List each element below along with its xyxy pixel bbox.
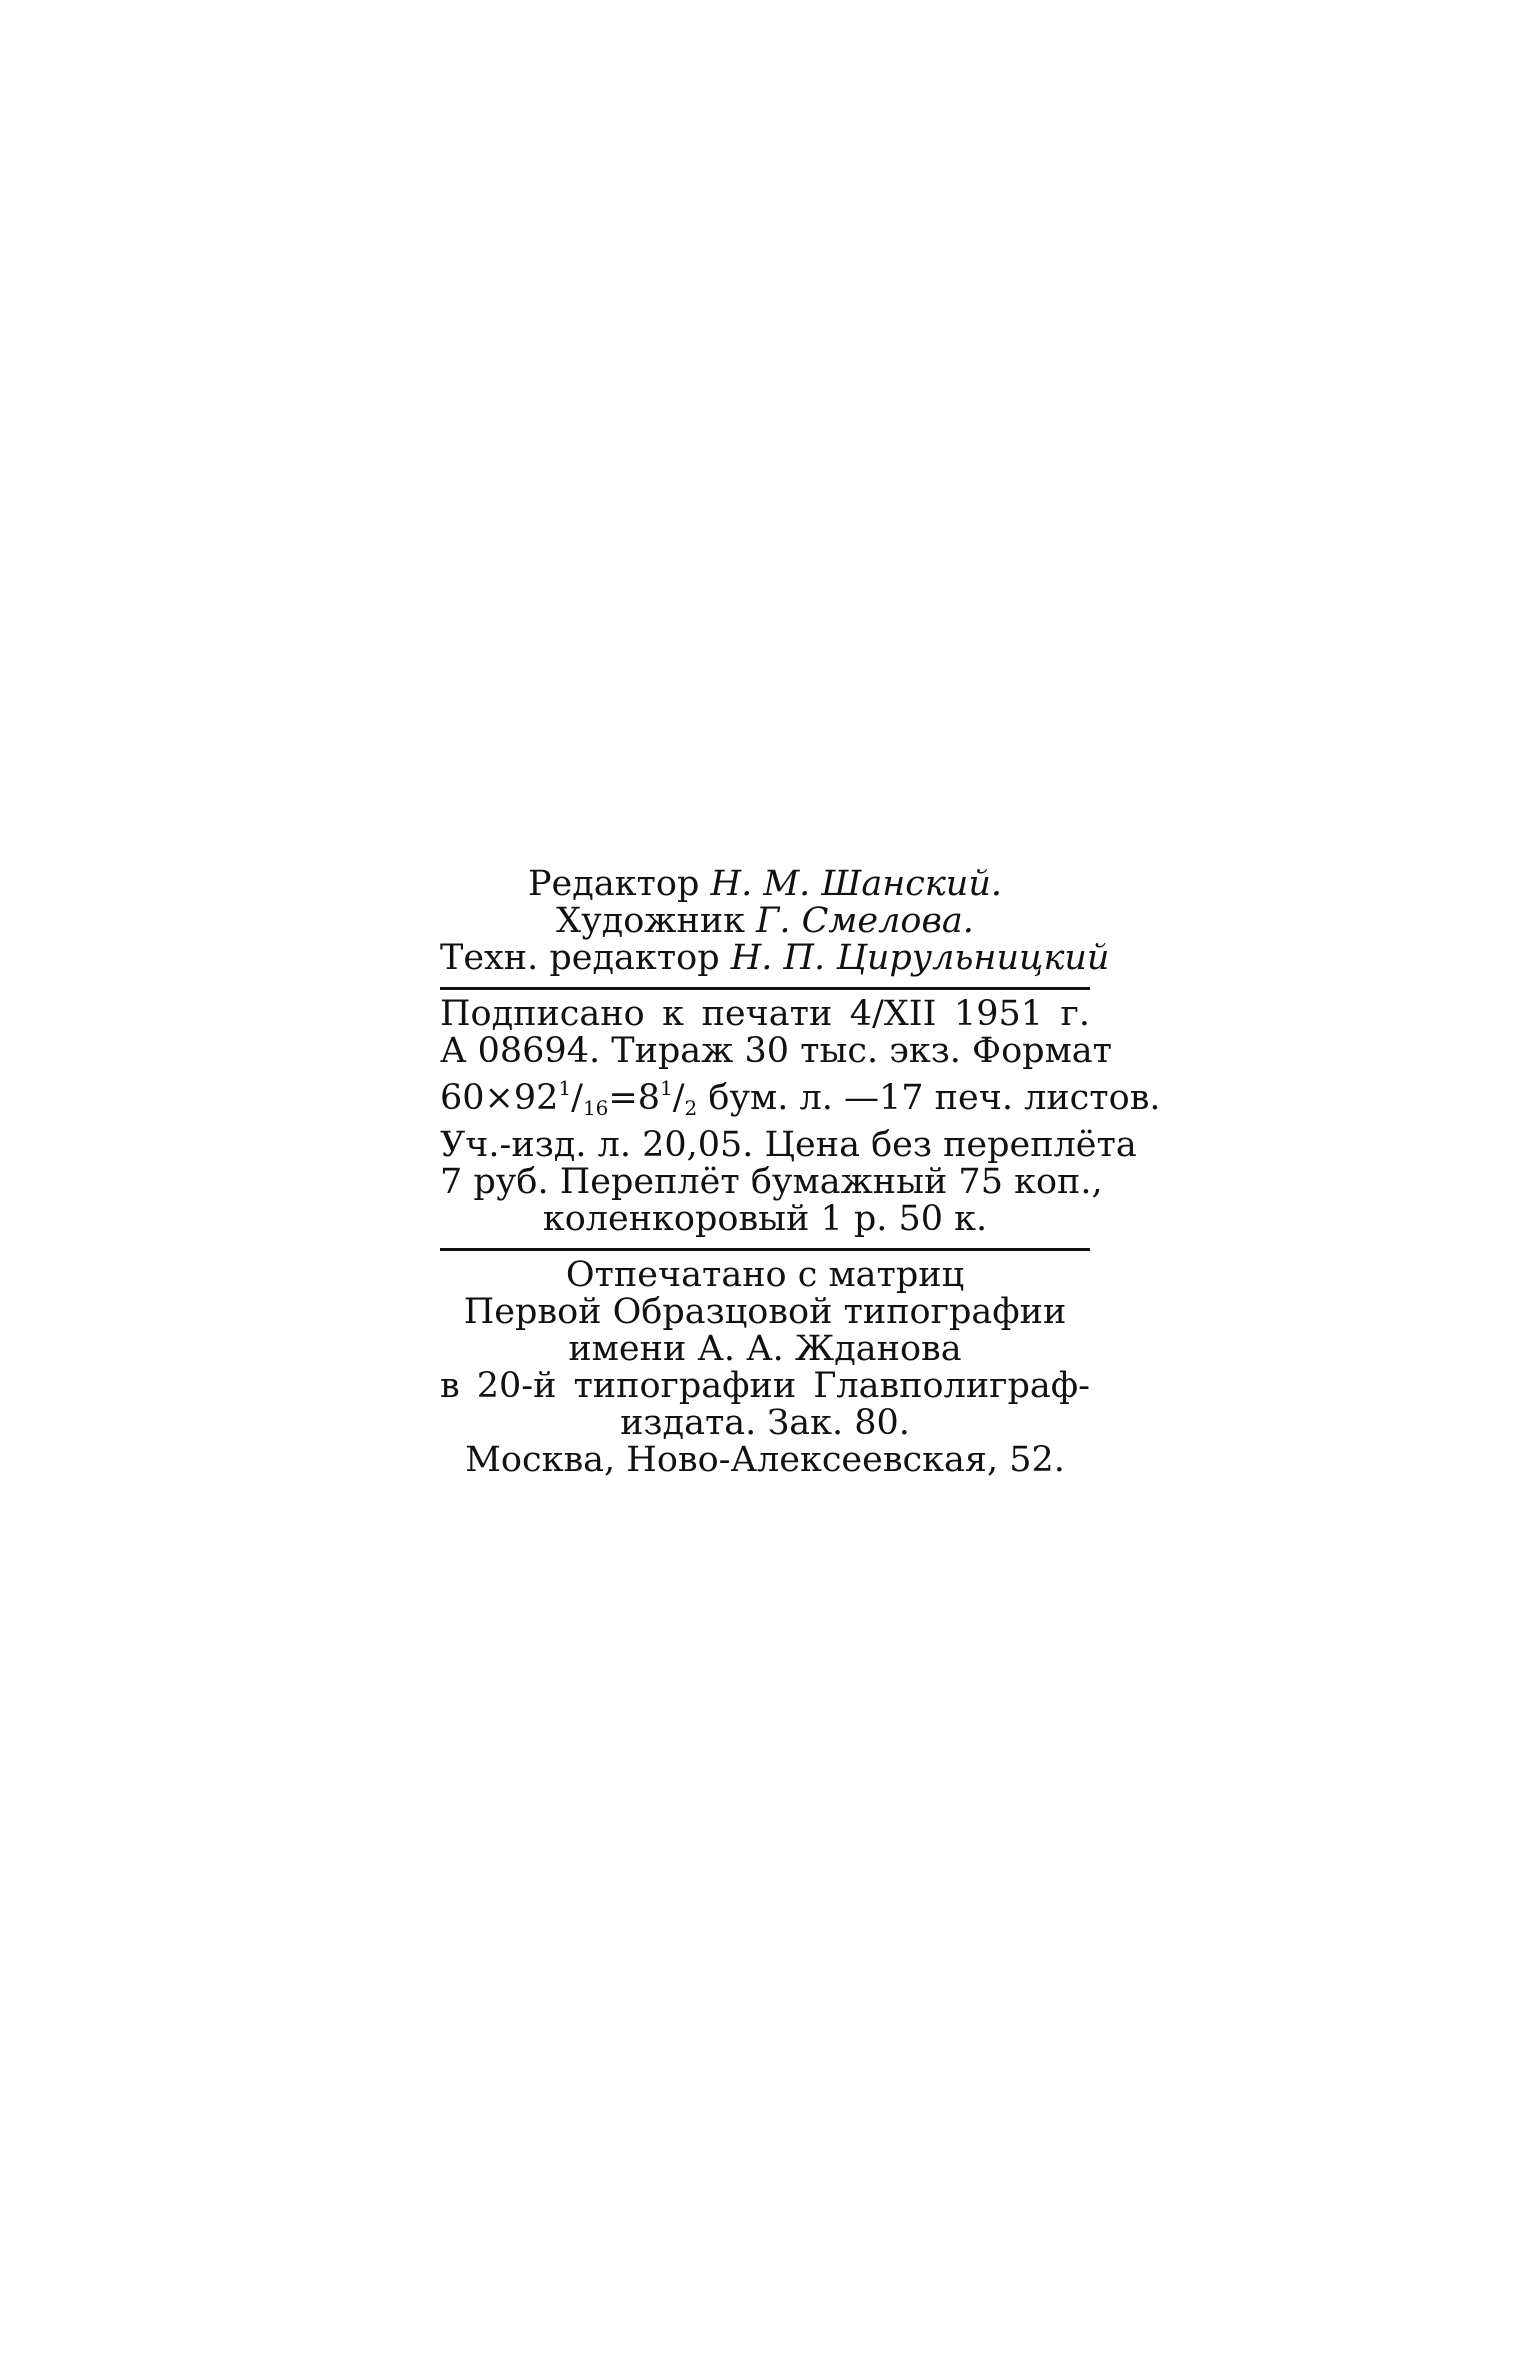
sheets-count: =8 <box>608 1078 660 1118</box>
credit-tech-editor <box>440 938 1110 978</box>
credit-name: Н. П. Цирульницкий <box>730 938 1110 978</box>
credit-artist <box>440 903 1090 940</box>
credit-editor <box>440 866 1090 903</box>
print-line-matrices: Отпечатано с матриц <box>565 1255 965 1295</box>
sheets-fraction-denominator: 2 <box>684 1096 698 1120</box>
print-line-address: Москва, Ново-Алексеевская, 52. <box>465 1440 1065 1480</box>
pub-line-price: Уч.-изд. л. 20,05. Цена без переплёта <box>440 1125 1137 1165</box>
credit-role: Художник <box>556 901 746 941</box>
format-fraction-denominator: 16 <box>582 1096 609 1120</box>
credits-block <box>440 864 1110 978</box>
pub-line-format <box>440 1070 1161 1127</box>
sheets-fraction-numerator: 1 <box>660 1076 673 1100</box>
credit-role: Техн. редактор <box>440 938 720 978</box>
credit-role: Редактор <box>528 864 700 904</box>
sheets-text: бум. л. —17 печ. листов. <box>697 1078 1161 1118</box>
publication-details <box>440 994 1161 1239</box>
format-size: 60×92 <box>440 1078 559 1118</box>
pub-line-print-run: А 08694. Тираж 30 тыс. экз. Формат <box>440 1031 1113 1071</box>
pub-line-signed: Подписано к печати 4/XII 1951 г. <box>440 994 1090 1034</box>
credit-name: Н. М. Шанский. <box>710 864 1002 904</box>
pub-line-binding: 7 руб. Переплёт бумажный 75 коп., <box>440 1162 1103 1202</box>
divider-rule <box>440 1248 1090 1251</box>
print-line-named: имени А. А. Жданова <box>568 1329 962 1369</box>
pub-line-cloth: коленкоровый 1 р. 50 к. <box>542 1199 988 1239</box>
printing-details <box>440 1257 1090 1479</box>
print-line-typography: Первой Образцовой типографии <box>463 1292 1067 1332</box>
divider-rule <box>440 987 1090 990</box>
colophon <box>440 864 1161 1480</box>
credit-name: Г. Смелова. <box>756 901 974 941</box>
print-line-glavpoligraf: в 20-й типографии Главполиграф- <box>440 1366 1090 1406</box>
format-fraction-numerator: 1 <box>558 1076 572 1100</box>
format-fraction-slash: / <box>571 1078 583 1118</box>
print-line-order: издата. Зак. 80. <box>620 1403 910 1443</box>
sheets-fraction-slash: / <box>672 1078 685 1118</box>
